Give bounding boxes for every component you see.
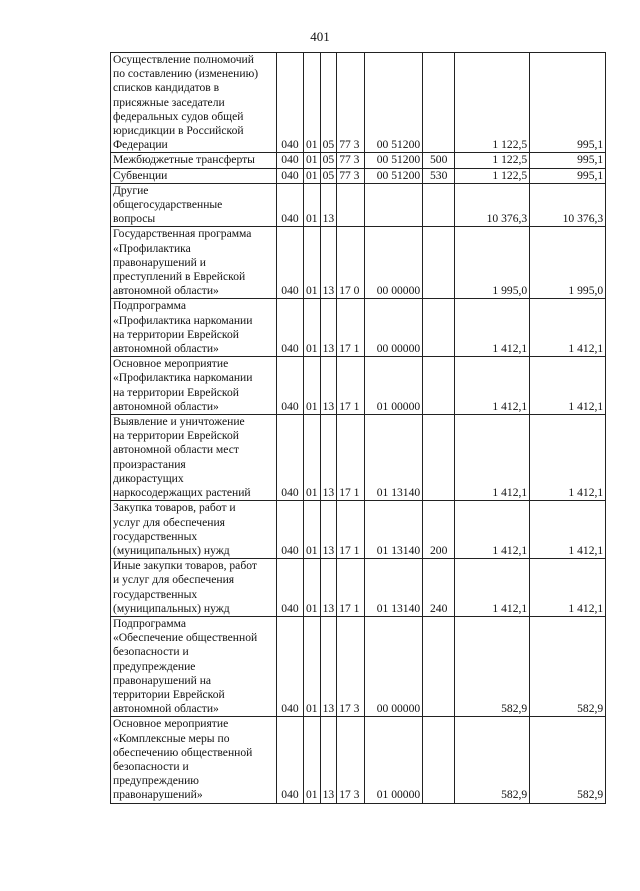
sum-second: 995,1 <box>530 168 606 183</box>
sum-second: 582,9 <box>530 717 606 803</box>
csr-program-code: 17 1 <box>337 299 365 357</box>
sum-second: 1 412,1 <box>530 559 606 617</box>
sum-first: 1 122,5 <box>455 153 530 168</box>
table-row <box>111 183 606 227</box>
sum-first: 1 412,1 <box>455 559 530 617</box>
pr-code: 13 <box>320 559 337 617</box>
ved-code: 040 <box>277 227 304 299</box>
sum-second: 995,1 <box>530 153 606 168</box>
csr-number-code: 01 13140 <box>365 501 423 559</box>
csr-number-code: 00 00000 <box>365 227 423 299</box>
row-name: Выявление и уничтожение на территории Еврейской автономной области мест произрастания дикорастущих наркосодержащих растений <box>111 415 277 501</box>
table-row <box>111 717 606 803</box>
vr-code: 200 <box>423 501 455 559</box>
ved-code: 040 <box>277 415 304 501</box>
rz-code: 01 <box>304 415 321 501</box>
csr-program-code: 17 3 <box>337 616 365 716</box>
ved-code: 040 <box>277 357 304 415</box>
row-name: Иные закупки товаров, работ и услуг для обеспечения государственных (муниципальных) нужд <box>111 559 277 617</box>
rz-code: 01 <box>304 299 321 357</box>
sum-first: 1 122,5 <box>455 53 530 153</box>
rz-code: 01 <box>304 183 321 227</box>
vr-code <box>423 415 455 501</box>
vr-code <box>423 227 455 299</box>
rz-code: 01 <box>304 717 321 803</box>
sum-first: 1 412,1 <box>455 357 530 415</box>
sum-second: 1 412,1 <box>530 415 606 501</box>
csr-number-code: 01 13140 <box>365 415 423 501</box>
row-name: Основное мероприятие «Профилактика наркомании на территории Еврейской автономной области» <box>111 357 277 415</box>
table-row <box>111 559 606 617</box>
sum-second: 1 412,1 <box>530 299 606 357</box>
pr-code: 13 <box>320 415 337 501</box>
table-row <box>111 415 606 501</box>
vr-code <box>423 53 455 153</box>
csr-program-code: 17 3 <box>337 717 365 803</box>
pr-code: 13 <box>320 616 337 716</box>
sum-second: 1 412,1 <box>530 501 606 559</box>
csr-number-code: 00 00000 <box>365 616 423 716</box>
vr-code: 500 <box>423 153 455 168</box>
csr-number-code: 01 00000 <box>365 357 423 415</box>
ved-code: 040 <box>277 616 304 716</box>
pr-code: 05 <box>320 53 337 153</box>
pr-code: 13 <box>320 299 337 357</box>
sum-first: 1 995,0 <box>455 227 530 299</box>
sum-first: 582,9 <box>455 717 530 803</box>
table-row <box>111 501 606 559</box>
csr-program-code <box>337 183 365 227</box>
budget-table <box>110 52 606 804</box>
table-row <box>111 168 606 183</box>
row-name: Основное мероприятие «Комплексные меры по обеспечению общественной безопасности и предупреждению правонарушений» <box>111 717 277 803</box>
pr-code: 05 <box>320 168 337 183</box>
ved-code: 040 <box>277 559 304 617</box>
row-name: Подпрограмма «Профилактика наркомании на территории Еврейской автономной области» <box>111 299 277 357</box>
csr-program-code: 77 3 <box>337 153 365 168</box>
table-row <box>111 616 606 716</box>
sum-second: 10 376,3 <box>530 183 606 227</box>
csr-program-code: 77 3 <box>337 53 365 153</box>
ved-code: 040 <box>277 501 304 559</box>
csr-number-code: 00 51200 <box>365 53 423 153</box>
vr-code <box>423 717 455 803</box>
csr-program-code: 17 1 <box>337 501 365 559</box>
rz-code: 01 <box>304 559 321 617</box>
ved-code: 040 <box>277 299 304 357</box>
pr-code: 13 <box>320 501 337 559</box>
csr-number-code: 01 13140 <box>365 559 423 617</box>
csr-program-code: 17 1 <box>337 559 365 617</box>
csr-number-code: 00 51200 <box>365 153 423 168</box>
vr-code: 240 <box>423 559 455 617</box>
table-row <box>111 53 606 153</box>
sum-second: 1 995,0 <box>530 227 606 299</box>
row-name: Подпрограмма «Обеспечение общественной безопасности и предупреждение правонарушений на территории Еврейской автономной области» <box>111 616 277 716</box>
sum-first: 1 412,1 <box>455 415 530 501</box>
rz-code: 01 <box>304 168 321 183</box>
csr-program-code: 17 1 <box>337 415 365 501</box>
csr-number-code: 00 00000 <box>365 299 423 357</box>
row-name: Закупка товаров, работ и услуг для обеспечения государственных (муниципальных) нужд <box>111 501 277 559</box>
pr-code: 13 <box>320 357 337 415</box>
sum-second: 995,1 <box>530 53 606 153</box>
vr-code <box>423 616 455 716</box>
ved-code: 040 <box>277 183 304 227</box>
pr-code: 13 <box>320 183 337 227</box>
rz-code: 01 <box>304 227 321 299</box>
table-row <box>111 299 606 357</box>
vr-code <box>423 183 455 227</box>
row-name: Межбюджетные трансферты <box>111 153 277 168</box>
rz-code: 01 <box>304 53 321 153</box>
vr-code <box>423 357 455 415</box>
csr-program-code: 17 0 <box>337 227 365 299</box>
ved-code: 040 <box>277 168 304 183</box>
sum-first: 1 122,5 <box>455 168 530 183</box>
sum-first: 1 412,1 <box>455 299 530 357</box>
csr-number-code: 00 51200 <box>365 168 423 183</box>
page-number: 401 <box>310 29 330 44</box>
rz-code: 01 <box>304 616 321 716</box>
csr-program-code: 17 1 <box>337 357 365 415</box>
sum-first: 10 376,3 <box>455 183 530 227</box>
ved-code: 040 <box>277 153 304 168</box>
sum-first: 582,9 <box>455 616 530 716</box>
row-name: Государственная программа «Профилактика правонарушений и преступлений в Еврейской автономной области» <box>111 227 277 299</box>
ved-code: 040 <box>277 53 304 153</box>
vr-code <box>423 299 455 357</box>
ved-code: 040 <box>277 717 304 803</box>
rz-code: 01 <box>304 501 321 559</box>
table-row <box>111 357 606 415</box>
table-row <box>111 227 606 299</box>
sum-second: 582,9 <box>530 616 606 716</box>
pr-code: 13 <box>320 717 337 803</box>
row-name: Субвенции <box>111 168 277 183</box>
table-row <box>111 153 606 168</box>
csr-number-code <box>365 183 423 227</box>
row-name: Осуществление полномочий по составлению (изменению) списков кандидатов в присяжные заседатели федеральных судов общей юрисдикции в Российской Федерации <box>111 53 277 153</box>
rz-code: 01 <box>304 153 321 168</box>
sum-second: 1 412,1 <box>530 357 606 415</box>
csr-number-code: 01 00000 <box>365 717 423 803</box>
sum-first: 1 412,1 <box>455 501 530 559</box>
pr-code: 05 <box>320 153 337 168</box>
row-name: Другие общегосударственные вопросы <box>111 183 277 227</box>
csr-program-code: 77 3 <box>337 168 365 183</box>
rz-code: 01 <box>304 357 321 415</box>
pr-code: 13 <box>320 227 337 299</box>
vr-code: 530 <box>423 168 455 183</box>
